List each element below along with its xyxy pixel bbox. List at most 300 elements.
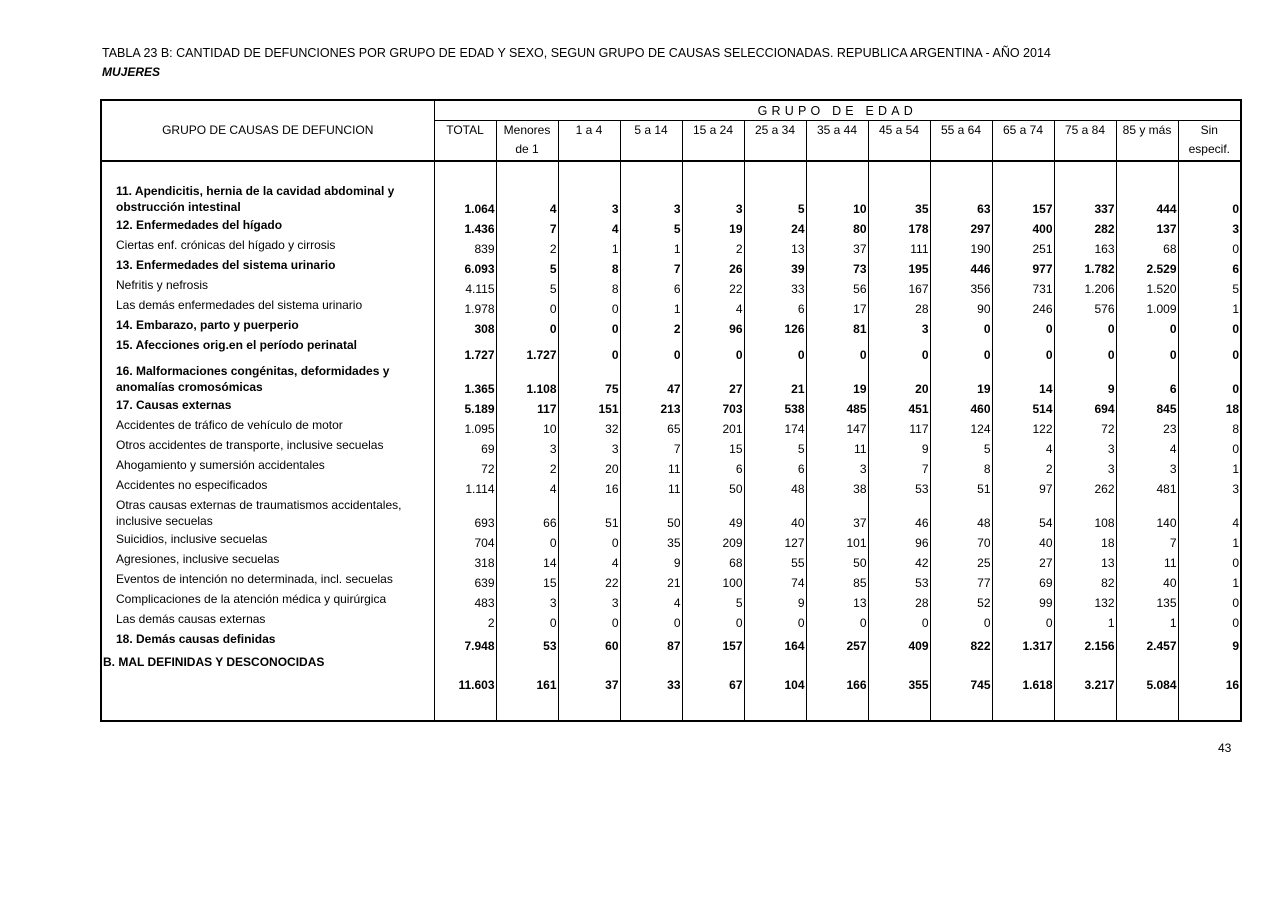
cell-value: 1.782: [1054, 257, 1116, 277]
cell-value: 0: [930, 611, 992, 631]
cell-value: 1.436: [434, 217, 496, 237]
row-label-line: obstrucción intestinal: [116, 199, 241, 214]
cell-value: 9: [620, 551, 682, 571]
cell-value: 451: [868, 397, 930, 417]
cell-value: 4: [620, 591, 682, 611]
cell-value: 46: [868, 497, 930, 531]
table-row: [101, 363, 1241, 397]
cell-value: 6.093: [434, 257, 496, 277]
cell-value: 0: [992, 317, 1054, 337]
cell-value: 0: [806, 337, 868, 363]
cell-value: 3: [1178, 217, 1241, 237]
cell-value: 17: [806, 297, 868, 317]
cell-value: 37: [558, 654, 620, 693]
cell-value: 25: [930, 551, 992, 571]
cell-value: 1.727: [496, 337, 558, 363]
cell-value: 21: [744, 363, 806, 397]
cell-value: 3: [1054, 457, 1116, 477]
cell-value: 19: [806, 363, 868, 397]
cell-value: 4: [558, 551, 620, 571]
cell-value: 8: [930, 457, 992, 477]
row-label-line: Las demás enfermedades del sistema urinario: [116, 298, 363, 312]
cell-value: 0: [1178, 237, 1241, 257]
cell-value: 72: [1054, 417, 1116, 437]
cell-value: 409: [868, 631, 930, 654]
cell-value: 213: [620, 397, 682, 417]
cell-value: 52: [930, 591, 992, 611]
cell-value: 3: [496, 591, 558, 611]
table-body: [101, 161, 1241, 721]
table-row: [101, 477, 1241, 497]
cell-value: 0: [1178, 437, 1241, 457]
row-label-line: Accidentes de tráfico de vehículo de motor: [116, 418, 343, 432]
cell-value: 538: [744, 397, 806, 417]
column-header: 45 a 54: [868, 121, 930, 143]
cell-value: 65: [620, 417, 682, 437]
cell-value: 167: [868, 277, 930, 297]
table-row: [101, 297, 1241, 317]
row-label-line: Otros accidentes de transporte, inclusive secuelas: [116, 438, 384, 452]
cell-value: 15: [496, 571, 558, 591]
cell-value: 0: [558, 317, 620, 337]
row-label-line: Accidentes no especificados: [116, 478, 268, 492]
cell-value: 3: [682, 183, 744, 217]
cell-value: 5: [1178, 277, 1241, 297]
cell-value: 39: [744, 257, 806, 277]
cell-value: 50: [620, 497, 682, 531]
cell-value: 297: [930, 217, 992, 237]
table-row: [101, 551, 1241, 571]
cell-value: 77: [930, 571, 992, 591]
cell-value: 8: [1178, 417, 1241, 437]
cell-value: 60: [558, 631, 620, 654]
cell-value: 977: [992, 257, 1054, 277]
table-row: [101, 591, 1241, 611]
row-label: [101, 277, 434, 297]
cell-value: 0: [992, 337, 1054, 363]
cell-value: 100: [682, 571, 744, 591]
cell-value: 0: [1116, 317, 1178, 337]
row-label: [101, 217, 434, 237]
cell-value: 178: [868, 217, 930, 237]
cell-value: 33: [620, 654, 682, 693]
row-label: [101, 631, 434, 654]
cell-value: 3: [806, 457, 868, 477]
cell-value: 14: [992, 363, 1054, 397]
cell-value: 3: [558, 591, 620, 611]
cell-value: 50: [682, 477, 744, 497]
cause-column-header: GRUPO DE CAUSAS DE DEFUNCION: [101, 100, 434, 161]
row-label-line: Complicaciones de la atención médica y quirúrgica: [116, 592, 387, 606]
cell-value: 24: [744, 217, 806, 237]
spacer-row: [101, 161, 1241, 183]
cell-value: 26: [682, 257, 744, 277]
column-header-sub: [1116, 142, 1178, 161]
row-label-line: 12. Enfermedades del hígado: [116, 218, 283, 232]
column-header: 5 a 14: [620, 121, 682, 143]
cell-value: 481: [1116, 477, 1178, 497]
cell-value: 67: [682, 654, 744, 693]
column-header: Menores: [496, 121, 558, 143]
row-label: [101, 437, 434, 457]
cell-value: 8: [558, 277, 620, 297]
cell-value: 164: [744, 631, 806, 654]
cell-value: 4: [682, 297, 744, 317]
cell-value: 0: [1178, 363, 1241, 397]
cell-value: 3: [558, 437, 620, 457]
cell-value: 4: [1178, 497, 1241, 531]
deaths-table: [100, 99, 1242, 722]
cell-value: 53: [868, 477, 930, 497]
cell-value: 51: [930, 477, 992, 497]
cell-value: 122: [992, 417, 1054, 437]
cell-value: 90: [930, 297, 992, 317]
cell-value: 108: [1054, 497, 1116, 531]
cell-value: 0: [558, 297, 620, 317]
cell-value: 9: [1054, 363, 1116, 397]
table-row: [101, 417, 1241, 437]
cell-value: 318: [434, 551, 496, 571]
cell-value: 3: [558, 183, 620, 217]
cell-value: 0: [744, 611, 806, 631]
cell-value: 14: [496, 551, 558, 571]
cell-value: 2: [992, 457, 1054, 477]
cell-value: 127: [744, 531, 806, 551]
cell-value: 1.618: [992, 654, 1054, 693]
cell-value: 2: [496, 237, 558, 257]
cell-value: 731: [992, 277, 1054, 297]
column-header-sub: [434, 142, 496, 161]
row-label-line: 14. Embarazo, parto y puerperio: [116, 318, 299, 332]
cell-value: 82: [1054, 571, 1116, 591]
cell-value: 10: [496, 417, 558, 437]
table-row: [101, 237, 1241, 257]
cell-value: 201: [682, 417, 744, 437]
cell-value: 7: [620, 437, 682, 457]
cell-value: 4: [558, 217, 620, 237]
cell-value: 3.217: [1054, 654, 1116, 693]
row-label: [101, 591, 434, 611]
column-header-sub: de 1: [496, 142, 558, 161]
cell-value: 4: [496, 477, 558, 497]
cell-value: 2: [682, 237, 744, 257]
cell-value: 6: [1178, 257, 1241, 277]
cell-value: 0: [496, 297, 558, 317]
cell-value: 1.727: [434, 337, 496, 363]
row-label-line: anomalías cromosómicas: [116, 379, 263, 394]
cell-value: 356: [930, 277, 992, 297]
cell-value: 1: [1178, 457, 1241, 477]
cell-value: 3: [1054, 437, 1116, 457]
cell-value: 282: [1054, 217, 1116, 237]
cell-value: 72: [434, 457, 496, 477]
cell-value: 147: [806, 417, 868, 437]
row-label-line: Las demás causas externas: [116, 612, 266, 626]
cell-value: 209: [682, 531, 744, 551]
cell-value: 56: [806, 277, 868, 297]
cell-value: 2: [434, 611, 496, 631]
cell-value: 0: [1178, 611, 1241, 631]
row-label: [101, 654, 434, 693]
table-row: [101, 257, 1241, 277]
cell-value: 101: [806, 531, 868, 551]
cell-value: 514: [992, 397, 1054, 417]
cell-value: 5: [744, 437, 806, 457]
cell-value: 68: [682, 551, 744, 571]
row-label-line: Eventos de intención no determinada, incl. secuelas: [116, 572, 393, 586]
cell-value: 13: [806, 591, 868, 611]
cell-value: 38: [806, 477, 868, 497]
cell-value: 1.978: [434, 297, 496, 317]
cell-value: 257: [806, 631, 868, 654]
column-header-sub: [992, 142, 1054, 161]
cell-value: 0: [620, 611, 682, 631]
cell-value: 7: [868, 457, 930, 477]
cell-value: 483: [434, 591, 496, 611]
cell-value: 0: [496, 611, 558, 631]
cell-value: 157: [682, 631, 744, 654]
cell-value: 1.095: [434, 417, 496, 437]
cell-value: 5.084: [1116, 654, 1178, 693]
cell-value: 80: [806, 217, 868, 237]
row-label: [101, 477, 434, 497]
row-label-line: Agresiones, inclusive secuelas: [116, 552, 280, 566]
table-header: [101, 100, 1241, 161]
cell-value: 166: [806, 654, 868, 693]
column-header-sub: [1054, 142, 1116, 161]
cell-value: 9: [1178, 631, 1241, 654]
row-label-line: Suicidios, inclusive secuelas: [116, 532, 268, 546]
cell-value: 0: [682, 337, 744, 363]
cell-value: 7: [620, 257, 682, 277]
table-row: [101, 631, 1241, 654]
cell-value: 1: [558, 237, 620, 257]
cell-value: 75: [558, 363, 620, 397]
cell-value: 190: [930, 237, 992, 257]
table-row: [101, 397, 1241, 417]
cell-value: 1: [1178, 531, 1241, 551]
row-label: [101, 611, 434, 631]
cell-value: 0: [806, 611, 868, 631]
cell-value: 28: [868, 591, 930, 611]
cell-value: 0: [496, 531, 558, 551]
cell-value: 6: [1116, 363, 1178, 397]
cell-value: 0: [1178, 183, 1241, 217]
cell-value: 839: [434, 237, 496, 257]
cell-value: 1.520: [1116, 277, 1178, 297]
row-label: [101, 497, 434, 531]
cell-value: 49: [682, 497, 744, 531]
cell-value: 21: [620, 571, 682, 591]
cell-value: 1: [1178, 297, 1241, 317]
cell-value: 69: [992, 571, 1054, 591]
cell-value: 262: [1054, 477, 1116, 497]
cell-value: 19: [930, 363, 992, 397]
cell-value: 444: [1116, 183, 1178, 217]
cell-value: 5: [496, 277, 558, 297]
row-label: [101, 457, 434, 477]
cell-value: 1: [1178, 571, 1241, 591]
cell-value: 0: [558, 337, 620, 363]
cell-value: 124: [930, 417, 992, 437]
cell-value: 7.948: [434, 631, 496, 654]
cell-value: 68: [1116, 237, 1178, 257]
cell-value: 35: [868, 183, 930, 217]
cell-value: 5: [930, 437, 992, 457]
cell-value: 97: [992, 477, 1054, 497]
cell-value: 1.064: [434, 183, 496, 217]
cell-value: 0: [1116, 337, 1178, 363]
cell-value: 11: [620, 457, 682, 477]
table-row: [101, 183, 1241, 217]
cell-value: 20: [558, 457, 620, 477]
row-label-line: B. MAL DEFINIDAS Y DESCONOCIDAS: [103, 655, 325, 669]
cell-value: 1.009: [1116, 297, 1178, 317]
cell-value: 5: [620, 217, 682, 237]
cell-value: 845: [1116, 397, 1178, 417]
cell-value: 5: [744, 183, 806, 217]
cell-value: 27: [992, 551, 1054, 571]
cell-value: 2: [496, 457, 558, 477]
cell-value: 11: [806, 437, 868, 457]
spacer-row: [101, 693, 1241, 721]
cell-value: 174: [744, 417, 806, 437]
cell-value: 1: [1054, 611, 1116, 631]
cell-value: 22: [558, 571, 620, 591]
cell-value: 5.189: [434, 397, 496, 417]
cell-value: 4: [992, 437, 1054, 457]
cell-value: 5: [682, 591, 744, 611]
row-label: [101, 531, 434, 551]
table-row: [101, 457, 1241, 477]
cell-value: 576: [1054, 297, 1116, 317]
cell-value: 1.206: [1054, 277, 1116, 297]
row-label-line: 18. Demás causas definidas: [116, 632, 276, 646]
cell-value: 51: [558, 497, 620, 531]
cell-value: 81: [806, 317, 868, 337]
row-label: [101, 337, 434, 363]
cell-value: 104: [744, 654, 806, 693]
cell-value: 3: [620, 183, 682, 217]
column-header: 55 a 64: [930, 121, 992, 143]
cell-value: 694: [1054, 397, 1116, 417]
cell-value: 1: [1116, 611, 1178, 631]
row-label-line: Ahogamiento y sumersión accidentales: [116, 458, 325, 472]
column-header: 35 a 44: [806, 121, 868, 143]
cell-value: 42: [868, 551, 930, 571]
cell-value: 22: [682, 277, 744, 297]
age-group-header: GRUPO DE EDAD: [434, 100, 1241, 121]
table-row: [101, 571, 1241, 591]
cell-value: 6: [682, 457, 744, 477]
row-label-line: Nefritis y nefrosis: [116, 278, 209, 292]
cell-value: 96: [868, 531, 930, 551]
cell-value: 11.603: [434, 654, 496, 693]
column-header-sub: [620, 142, 682, 161]
cell-value: 251: [992, 237, 1054, 257]
table-row: [101, 611, 1241, 631]
cell-value: 3: [1116, 457, 1178, 477]
cell-value: 70: [930, 531, 992, 551]
cell-value: 6: [744, 457, 806, 477]
row-label: [101, 183, 434, 217]
cell-value: 73: [806, 257, 868, 277]
table-subtitle: MUJERES: [102, 65, 161, 79]
cell-value: 37: [806, 497, 868, 531]
table-row: [101, 437, 1241, 457]
cell-value: 126: [744, 317, 806, 337]
cell-value: 4: [496, 183, 558, 217]
cell-value: 4: [1116, 437, 1178, 457]
cell-value: 703: [682, 397, 744, 417]
cell-value: 0: [1054, 317, 1116, 337]
row-label: [101, 571, 434, 591]
cell-value: 3: [1178, 477, 1241, 497]
cell-value: 5: [496, 257, 558, 277]
cell-value: 9: [744, 591, 806, 611]
cell-value: 0: [1178, 317, 1241, 337]
cell-value: 11: [620, 477, 682, 497]
cell-value: 6: [744, 297, 806, 317]
cell-value: 28: [868, 297, 930, 317]
cell-value: 0: [930, 317, 992, 337]
cell-value: 0: [558, 531, 620, 551]
cell-value: 822: [930, 631, 992, 654]
cell-value: 2.529: [1116, 257, 1178, 277]
table-row: [101, 317, 1241, 337]
cell-value: 37: [806, 237, 868, 257]
cell-value: 3: [868, 317, 930, 337]
table-row: [101, 217, 1241, 237]
page-number: 43: [1218, 741, 1232, 755]
table-title: TABLA 23 B: CANTIDAD DE DEFUNCIONES POR GRUPO DE EDAD Y SEXO, SEGUN GRUPO DE CAUSAS SELECCIONADAS. REPUBLICA ARGENTINA - AÑO 2014: [102, 46, 1051, 60]
table-row: [101, 531, 1241, 551]
cell-value: 0: [992, 611, 1054, 631]
column-header-sub: [744, 142, 806, 161]
column-header: 15 a 24: [682, 121, 744, 143]
cell-value: 74: [744, 571, 806, 591]
cell-value: 0: [868, 611, 930, 631]
cell-value: 33: [744, 277, 806, 297]
column-header-sub: especif.: [1178, 142, 1241, 161]
cell-value: 99: [992, 591, 1054, 611]
cell-value: 1: [620, 237, 682, 257]
cell-value: 151: [558, 397, 620, 417]
cell-value: 0: [1054, 337, 1116, 363]
cell-value: 53: [868, 571, 930, 591]
cell-value: 400: [992, 217, 1054, 237]
cell-value: 0: [1178, 551, 1241, 571]
row-label: [101, 551, 434, 571]
cell-value: 55: [744, 551, 806, 571]
column-header-sub: [868, 142, 930, 161]
cell-value: 48: [930, 497, 992, 531]
cell-value: 0: [930, 337, 992, 363]
cell-value: 308: [434, 317, 496, 337]
cell-value: 53: [496, 631, 558, 654]
cell-value: 18: [1178, 397, 1241, 417]
cell-value: 2.156: [1054, 631, 1116, 654]
cell-value: 32: [558, 417, 620, 437]
cell-value: 47: [620, 363, 682, 397]
cell-value: 446: [930, 257, 992, 277]
column-header-sub: [558, 142, 620, 161]
table-row: [101, 337, 1241, 363]
cell-value: 1.365: [434, 363, 496, 397]
column-header-sub: [806, 142, 868, 161]
cell-value: 161: [496, 654, 558, 693]
row-label-line: 15. Afecciones orig.en el período perinatal: [116, 338, 357, 352]
